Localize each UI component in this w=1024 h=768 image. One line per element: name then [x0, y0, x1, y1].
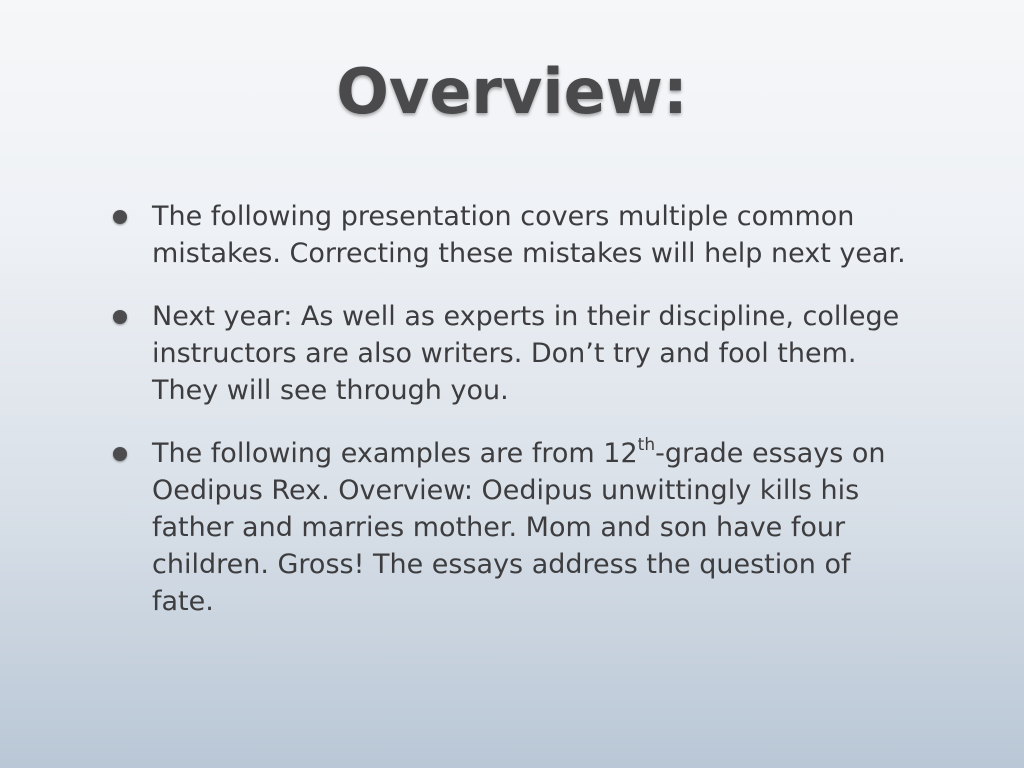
bullet-list	[108, 198, 908, 646]
bullet-dot-icon	[113, 310, 127, 324]
bullet-text-before: The following examples are from 12	[152, 438, 638, 469]
bullet-item-3	[108, 435, 908, 620]
bullet-text: The following presentation covers multiple common mistakes. Correcting these mistakes will help next year.	[152, 201, 906, 269]
ordinal-superscript: th	[637, 435, 656, 455]
bullet-item-1	[108, 198, 908, 272]
slide-title: Overview:	[336, 55, 688, 128]
bullet-dot-icon	[113, 210, 127, 224]
bullet-text-after: -grade essays on Oedipus Rex. Overview: Oedipus unwittingly kills his father and marries mother. Mom and son have four children. Gross! The essays address the question of fate.	[152, 438, 886, 617]
bullet-dot-icon	[113, 447, 127, 461]
bullet-text: Next year: As well as experts in their discipline, college instructors are also writers. Don’t try and fool them. They will see through you.	[152, 301, 900, 406]
bullet-item-2	[108, 298, 908, 409]
